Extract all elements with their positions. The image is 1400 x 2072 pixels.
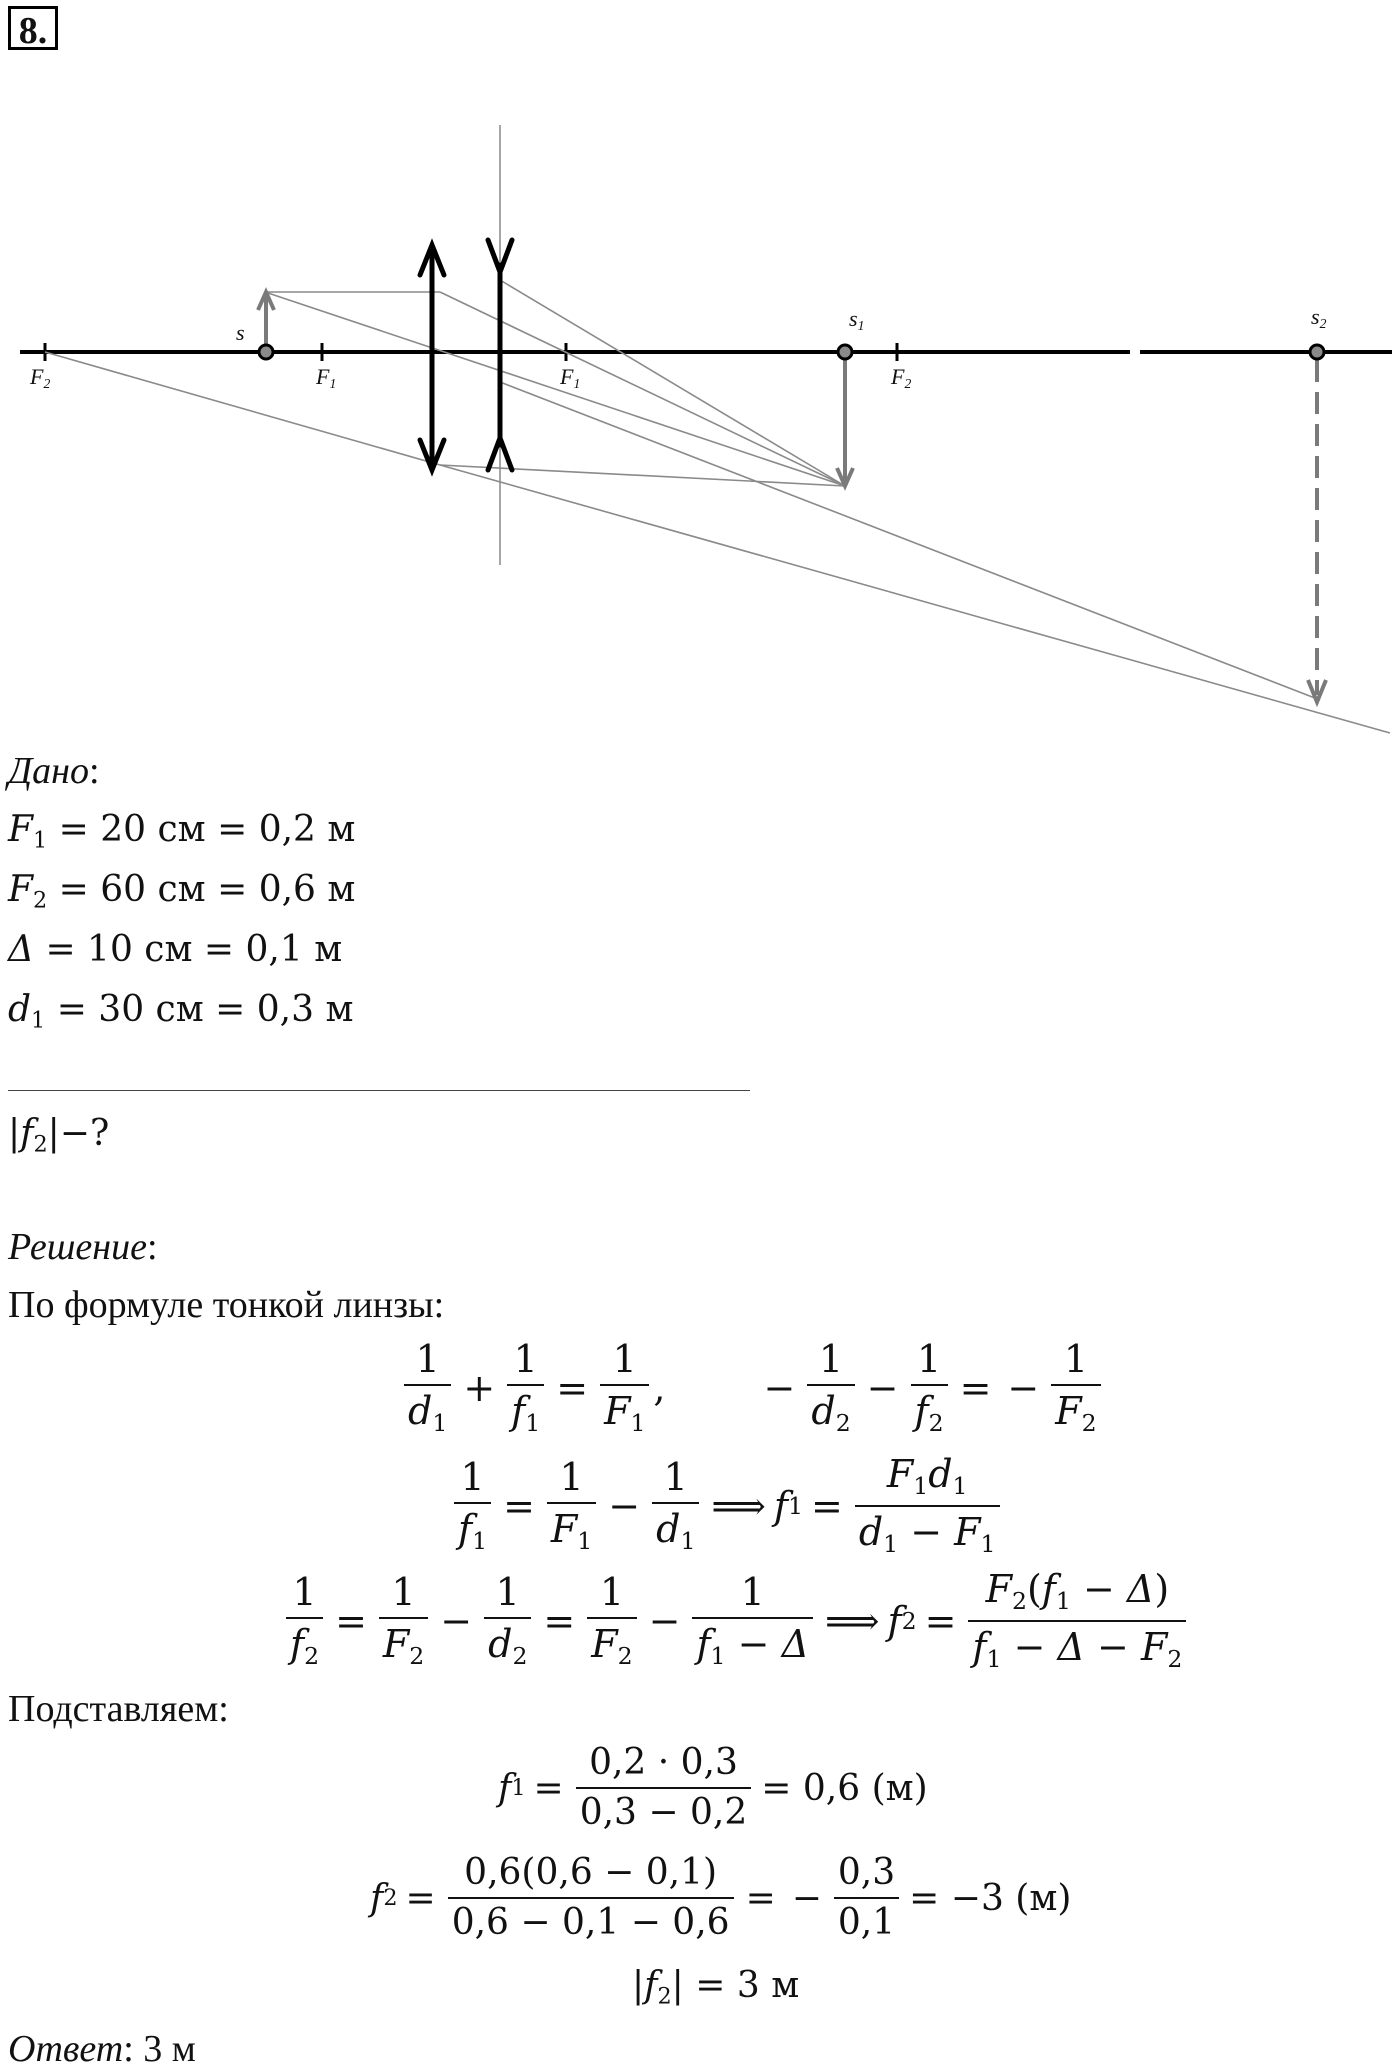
ray xyxy=(45,352,440,465)
label-s1: $s_1$ xyxy=(849,306,865,334)
image2-point xyxy=(1310,345,1324,359)
abs-f2-result: $|f_2| = 3$ м xyxy=(632,1965,800,2010)
diverging-lens xyxy=(488,240,512,470)
given-line-delta: Δ = 10 см = 0,1 м xyxy=(8,929,343,970)
formula-lens-equations: $\frac{1}{d_1}$ + $\frac{1}{f_1}$ = $\frac{1}{F_1}$ , − $\frac{1}{d_2}$ − $\frac{1}{f_2}$ = − $\frac{1}{F_2}$ xyxy=(400,1340,1105,1436)
given-line-f2: $F_2 = 60$ см = 0,6 м xyxy=(8,869,356,914)
image1-arrow xyxy=(837,356,853,486)
given-heading: Дано: xyxy=(8,750,100,792)
answer-line: Ответ: 3 м xyxy=(8,2028,196,2070)
image1-point xyxy=(838,345,852,359)
given-line-d1: $d_1 = 30$ см = 0,3 м xyxy=(8,989,354,1034)
label-s: s xyxy=(236,320,245,345)
calc-f2: f 2 = $\frac{0,6(0,6 - 0,1)}{0,6 - 0,1 - 0,6}$ = − $\frac{0,3}{0,1}$ = −3 (м) xyxy=(370,1852,1072,1943)
ray xyxy=(500,280,845,486)
label-f2-right: $F_2$ xyxy=(891,364,912,392)
ray xyxy=(265,292,845,486)
formula-f1: $\frac{1}{f_1}$ = $\frac{1}{F_1}$ − $\frac{1}{d_1}$ ⟹ f 1 = $\frac{F_1d_1}{d_1 - F_1}$ xyxy=(450,1455,1004,1556)
solution-intro: По формуле тонкой линзы: xyxy=(8,1284,445,1326)
given-line-f1: $F_1 = 20$ см = 0,2 м xyxy=(8,809,356,854)
converging-lens xyxy=(420,245,444,470)
find-line: $|f_2|-$? xyxy=(8,1113,110,1158)
task-number: 8. xyxy=(8,6,58,50)
label-s2: $s_2$ xyxy=(1311,304,1327,332)
optics-diagram xyxy=(0,0,1400,760)
solution-heading: Решение: xyxy=(8,1226,158,1268)
label-f1-left: $F_1$ xyxy=(316,364,337,392)
object-arrow xyxy=(258,292,274,350)
image2-arrow xyxy=(1308,360,1326,702)
ray xyxy=(440,465,1390,733)
calc-f1: f 1 = $\frac{0,2 \cdot 0,3}{0,3 - 0,2}$ = 0,6 (м) xyxy=(498,1742,928,1833)
object-point xyxy=(259,345,273,359)
ray xyxy=(500,382,1320,700)
substitute-label: Подставляем: xyxy=(8,1688,229,1730)
given-divider xyxy=(8,1090,750,1091)
label-f1-right: $F_1$ xyxy=(560,364,581,392)
label-f2-left: $F_2$ xyxy=(30,364,51,392)
formula-f2: $\frac{1}{f_2}$ = $\frac{1}{F_2}$ − $\frac{1}{d_2}$ = $\frac{1}{F_2}$ − $\frac{1}{f_1 - \Delta}$ ⟹ f 2 = $\frac{F_2(f_1 - \Delta)}{f_1 - \Delta - F_2}$ xyxy=(282,1570,1190,1671)
